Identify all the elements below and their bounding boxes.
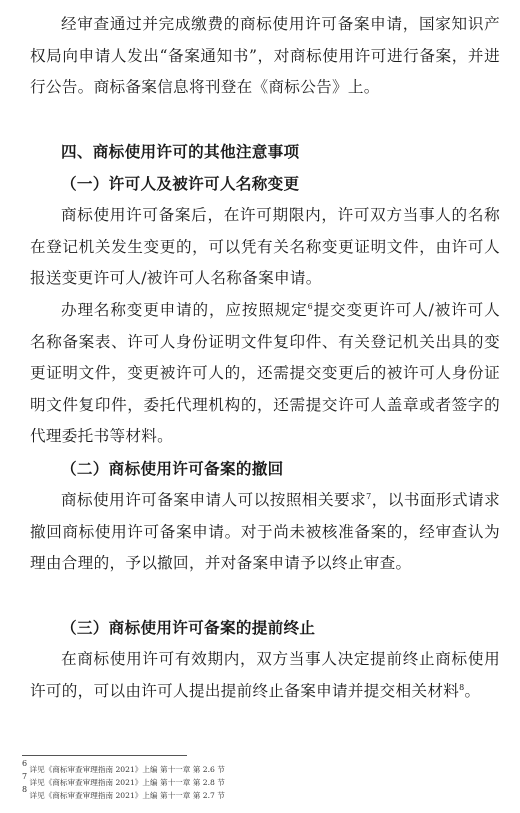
footnote-ref-7: 7 [366,492,372,501]
footnote-divider [22,755,187,756]
paragraph-name-change-materials: 办理名称变更申请的，应按照规定$^6$提交变更许可人/被许可人名称备案表、许可人身份证明文件复印件、有关登记机关出具的变更证明文件，变更被许可人的，还需提交变更后的被许可人身份证明文件复印件，委托代理机构的，还需提交许可人盖章或者签字的代理委托书等材料。 [30,301,500,446]
footnote-ref-6: 6 [307,302,314,311]
footnote-ref-8: 8 [459,682,465,692]
subheading-name-change: （一）许可人及被许可人名称变更 [61,174,300,193]
subheading-withdrawal: （二）商标使用许可备案的撤回 [61,459,284,478]
paragraph-filing-notice: 经审查通过并完成缴费的商标使用许可备案申请，国家知识产权局向申请人发出“备案通知书”，对商标使用许可进行备案，并进行公告。商标备案信息将刊登在《商标公告》上。 [30,15,500,97]
footnote-6: $^6$ 详见《商标审查审理指南 2021》上编 第十一章 第 2.6 节 [22,759,225,774]
paragraph-name-change: 商标使用许可备案后，在许可期限内，许可双方当事人的名称在登记机关发生变更的，可以凭有关名称变更证明文件，由许可人报送变更许可人/被许可人名称备案申请。 [30,206,500,288]
footnote-7: $^7$ 详见《商标审查审理指南 2021》上编 第十一章 第 2.8 节 [22,772,225,787]
subheading-early-termination: （三）商标使用许可备案的提前终止 [61,618,316,637]
paragraph-withdrawal: 商标使用许可备案申请人可以按照相关要求$^7$，以书面形式请求撤回商标使用许可备案申请。对于尚未被核准备案的，经审查认为理由合理的，予以撤回，并对备案申请予以终止审查。 [30,491,501,573]
paragraph-early-termination: 在商标使用许可有效期内，双方当事人决定提前终止商标使用许可的，可以由许可人提出提前终止备案申请并提交相关材料$^8$。 [30,650,500,700]
section-heading-4: 四、商标使用许可的其他注意事项 [61,142,300,161]
footnote-8: $^8$ 详见《商标审查审理指南 2021》上编 第十一章 第 2.7 节 [22,785,225,800]
